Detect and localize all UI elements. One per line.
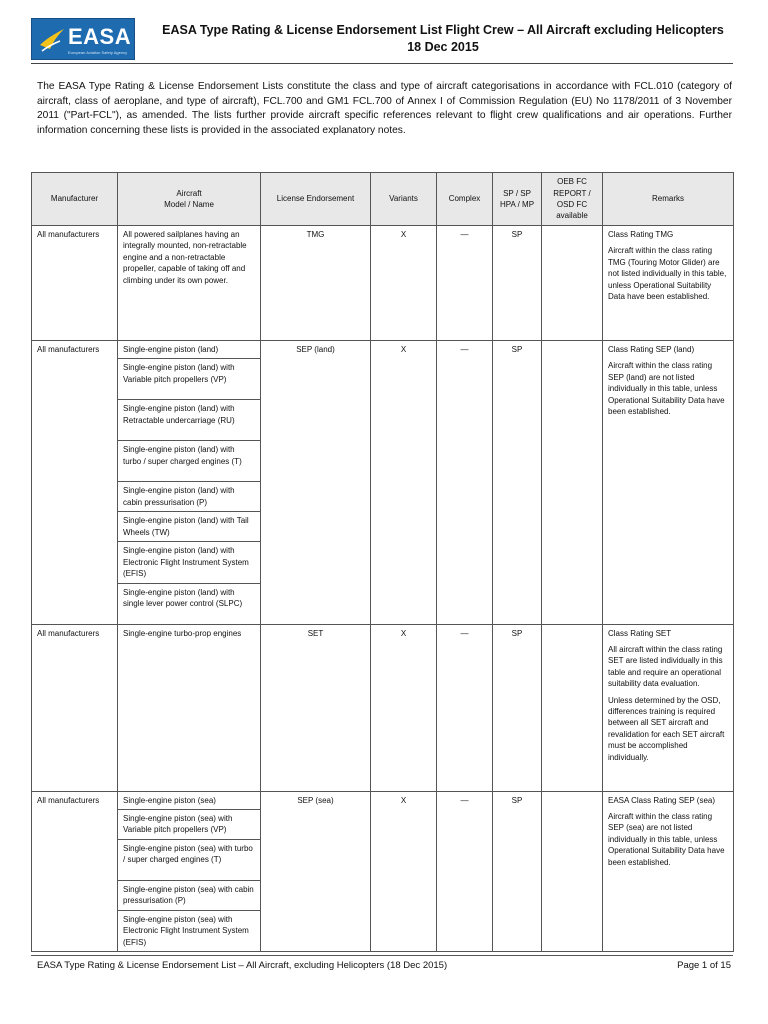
cell-sp: SP xyxy=(493,624,542,791)
cell-sp: SP xyxy=(493,226,542,341)
cell-oeb xyxy=(542,791,603,952)
col-header-complex: Complex xyxy=(437,173,493,226)
cell-complex: — xyxy=(437,791,493,952)
table-body xyxy=(32,226,734,952)
col-header-oeb: OEB FC REPORT / OSD FC available xyxy=(542,173,603,226)
col-header-license: License Endorsement xyxy=(261,173,371,226)
page-header xyxy=(150,22,736,56)
cell-complex: — xyxy=(437,226,493,341)
cell-license-endorsement: SET xyxy=(261,624,371,791)
cell-manufacturer: All manufacturers xyxy=(32,226,118,341)
cell-manufacturer: All manufacturers xyxy=(32,341,118,625)
table-row xyxy=(32,341,734,359)
cell-remarks xyxy=(603,226,734,341)
cell-remarks xyxy=(603,624,734,791)
cell-aircraft-model: Single-engine piston (land) with Retractable undercarriage (RU) xyxy=(118,400,261,441)
cell-oeb xyxy=(542,341,603,625)
col-header-aircraft-line1: Aircraft xyxy=(176,188,202,198)
col-header-aircraft xyxy=(118,173,261,226)
footer-document-name: EASA Type Rating & License Endorsement List – All Aircraft, excluding Helicopters (18 Dec 2015) xyxy=(37,960,448,971)
remarks-heading: Class Rating SEP (land) xyxy=(608,345,695,354)
cell-sp: SP xyxy=(493,341,542,625)
type-rating-table xyxy=(31,172,734,952)
cell-sp: SP xyxy=(493,791,542,952)
remarks-text: Aircraft within the class rating SEP (sea) are not listed individually in this table, unless Operational Suitability Data have been established. xyxy=(608,812,725,867)
header-divider xyxy=(31,63,733,64)
cell-aircraft-model: Single-engine piston (sea) with turbo / super charged engines (T) xyxy=(118,840,261,881)
footer-divider xyxy=(31,955,733,956)
remarks-text: Unless determined by the OSD, differences training is required between all SET aircraft and revalidation for each SET aircraft must be accomplished individually. xyxy=(608,695,725,762)
logo-wordmark: EASA xyxy=(68,24,132,49)
logo-tagline: European Aviation Safety Agency xyxy=(68,50,128,55)
cell-variants: X xyxy=(371,624,437,791)
cell-aircraft-model: Single-engine piston (land) with Electronic Flight Instrument System (EFIS) xyxy=(118,542,261,583)
col-header-variants: Variants xyxy=(371,173,437,226)
cell-aircraft-model: Single-engine piston (land) with Variable pitch propellers (VP) xyxy=(118,359,261,400)
cell-aircraft-model: Single-engine piston (land) with single lever power control (SLPC) xyxy=(118,583,261,624)
table-row xyxy=(32,624,734,791)
table-header-row xyxy=(32,173,734,226)
cell-aircraft-model: Single-engine piston (sea) with Electronic Flight Instrument System (EFIS) xyxy=(118,911,261,952)
table-row xyxy=(32,791,734,809)
wing-icon xyxy=(38,25,66,55)
remarks-text: Aircraft within the class rating TMG (Touring Motor Glider) are not listed individually in this table, unless Operational Suitability Data have been established. xyxy=(608,246,727,302)
intro-paragraph: The EASA Type Rating & License Endorsement Lists constitute the class and type of aircraft categorisations in accordance with FCL.010 (category of aircraft, class of aeroplane, and type of aircraft), FCL.700 and GM1 FCL.700 of Annex I of Commission Regulation (EU) No 1178/2011 of 3 November 2011 ("Part-FCL"), as amended. The lists further provide aircraft specific references relevant to flight crew qualifications and air operations. Further information concerning these lists is provided in the associated explanatory notes. xyxy=(37,81,732,136)
cell-aircraft-model: Single-engine piston (sea) with Variable pitch propellers (VP) xyxy=(118,810,261,840)
table-row xyxy=(32,226,734,341)
col-header-remarks: Remarks xyxy=(603,173,734,226)
col-header-aircraft-line2: Model / Name xyxy=(164,200,214,209)
cell-license-endorsement: TMG xyxy=(261,226,371,341)
cell-oeb xyxy=(542,624,603,791)
remarks-text: All aircraft within the class rating SET are listed individually in this table and require an operational suitability data evaluation. xyxy=(608,645,723,689)
cell-aircraft-model: Single-engine turbo-prop engines xyxy=(118,624,261,791)
document-date: 18 Dec 2015 xyxy=(407,40,479,54)
cell-aircraft-model: Single-engine piston (land) with Tail Wheels (TW) xyxy=(118,512,261,542)
col-header-manufacturer: Manufacturer xyxy=(32,173,118,226)
cell-manufacturer: All manufacturers xyxy=(32,624,118,791)
cell-license-endorsement: SEP (land) xyxy=(261,341,371,625)
remarks-heading: EASA Class Rating SEP (sea) xyxy=(608,795,716,805)
cell-complex: — xyxy=(437,624,493,791)
cell-variants: X xyxy=(371,791,437,952)
col-header-sp: SP / SP HPA / MP xyxy=(493,173,542,226)
cell-aircraft-model: Single-engine piston (land) with cabin pressurisation (P) xyxy=(118,482,261,512)
easa-logo xyxy=(31,18,135,60)
cell-aircraft-model: All powered sailplanes having an integrally mounted, non-retractable engine and a non-retractable propeller, capable of taking off and climbing under its own power. xyxy=(118,226,261,341)
cell-oeb xyxy=(542,226,603,341)
cell-manufacturer: All manufacturers xyxy=(32,791,118,952)
remarks-text: Aircraft within the class rating SEP (land) are not listed individually in this table, unless Operational Suitability Data have been established. xyxy=(608,361,725,417)
cell-aircraft-model: Single-engine piston (sea) xyxy=(118,791,261,809)
cell-variants: X xyxy=(371,341,437,625)
cell-aircraft-model: Single-engine piston (sea) with cabin pressurisation (P) xyxy=(118,881,261,911)
cell-remarks xyxy=(603,791,734,952)
cell-license-endorsement: SEP (sea) xyxy=(261,791,371,952)
cell-remarks xyxy=(603,341,734,625)
remarks-heading: Class Rating SET xyxy=(608,628,672,638)
cell-aircraft-model: Single-engine piston (land) xyxy=(118,341,261,359)
document-title: EASA Type Rating & License Endorsement List Flight Crew – All Aircraft excluding Helicopters xyxy=(162,23,724,37)
cell-variants: X xyxy=(371,226,437,341)
remarks-heading: Class Rating TMG xyxy=(608,230,674,239)
cell-aircraft-model: Single-engine piston (land) with turbo / super charged engines (T) xyxy=(118,441,261,482)
cell-complex: — xyxy=(437,341,493,625)
footer-page-number: Page 1 of 15 xyxy=(677,960,731,971)
